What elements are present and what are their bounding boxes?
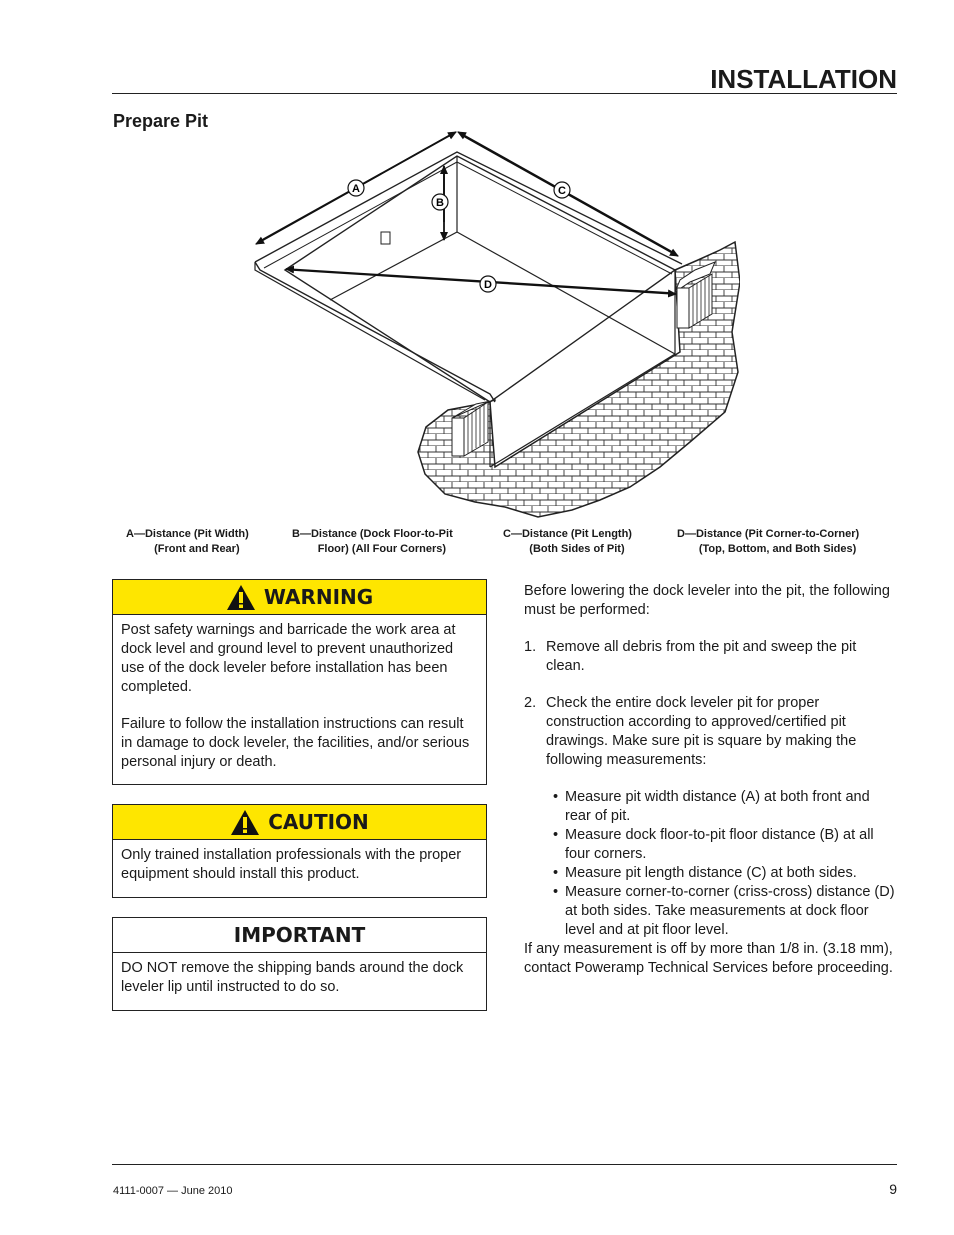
instructions <box>524 582 896 978</box>
svg-text:C: C <box>558 185 566 197</box>
warning-box <box>112 579 487 785</box>
instructions-intro: Before lowering the dock leveler into the pit, the following must be performed: <box>524 583 890 618</box>
legend-c: C — Distance (Pit Length) (Both Sides of Pit) <box>503 528 632 555</box>
list-item: • Measure pit length distance (C) at both sides. <box>553 865 857 881</box>
list-item: • Measure dock floor-to-pit floor distance (B) at all four corners. <box>553 827 874 862</box>
step-2: 2. Check the entire dock leveler pit for proper construction according to approved/certified pit drawings. Make sure pit is square by making the following measurements: <box>524 695 857 768</box>
step-1: 1. Remove all debris from the pit and sweep the pit clean. <box>524 639 857 674</box>
warning-header <box>113 580 486 615</box>
measurement-list <box>546 788 896 940</box>
important-text: DO NOT remove the shipping bands around the dock leveler lip until instructed to do so. <box>121 960 464 995</box>
caution-box <box>112 804 487 898</box>
footer-rule <box>112 1164 897 1165</box>
caution-title: CAUTION <box>268 810 369 834</box>
important-box <box>112 917 487 1011</box>
legend-a: A — Distance (Pit Width) (Front and Rear) <box>126 528 249 555</box>
caution-triangle-icon <box>230 809 260 836</box>
warning-text-2: Failure to follow the installation instructions can result in damage to dock leveler, the facilities, and/or serious personal injury or death. <box>121 716 470 770</box>
warning-title: WARNING <box>263 585 374 609</box>
legend-b: B — Distance (Dock Floor-to-Pit Floor) (All Four Corners) <box>292 528 453 555</box>
svg-text:A: A <box>352 183 360 195</box>
header-rule <box>112 93 897 94</box>
label-a <box>348 180 364 196</box>
label-d <box>480 276 496 292</box>
list-item: • Measure pit width distance (A) at both front and rear of pit. <box>553 789 870 824</box>
list-item: • Measure corner-to-corner (criss-cross) distance (D) at both sides. Take measurements at dock floor level and at pit floor level. <box>553 884 895 938</box>
label-b <box>432 194 448 210</box>
legend-d: D — Distance (Pit Corner-to-Corner) (Top, Bottom, and Both Sides) <box>677 528 860 555</box>
section-title: Prepare Pit <box>113 111 209 131</box>
svg-text:D: D <box>484 279 492 291</box>
svg-text:B: B <box>436 197 444 209</box>
page-number: 9 <box>889 1181 897 1197</box>
warning-text-1: Post safety warnings and barricade the work area at dock level and ground level to prevent unauthorized use of the dock leveler before installation has been completed. <box>121 622 456 695</box>
label-c <box>554 182 570 198</box>
important-header <box>113 918 486 953</box>
important-title: IMPORTANT <box>233 923 366 947</box>
tolerance-note: If any measurement is off by more than 1/8 in. (3.18 mm), contact Poweramp Technical Services before proceeding. <box>524 941 893 976</box>
caution-header <box>113 805 486 840</box>
caution-text: Only trained installation professionals with the proper equipment should install this product. <box>121 847 462 882</box>
pit-diagram <box>220 122 740 520</box>
document-number: 4111-0007 — June 2010 <box>113 1185 233 1197</box>
page-header-title: INSTALLATION <box>710 64 897 94</box>
warning-triangle-icon <box>226 584 256 611</box>
